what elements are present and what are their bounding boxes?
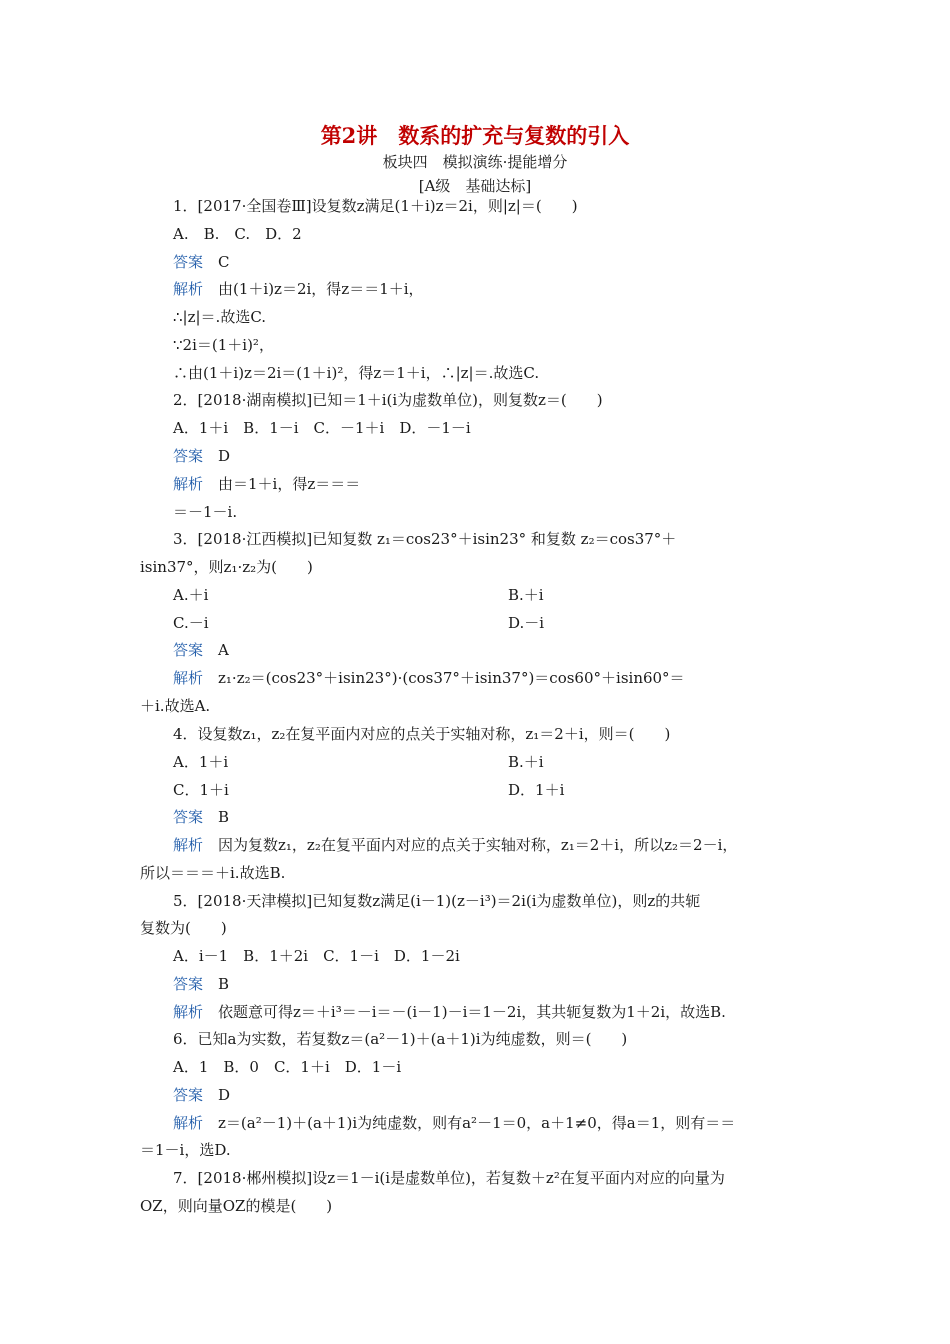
question-2-answer	[173, 446, 812, 466]
question-6-analysis	[173, 1113, 812, 1133]
analysis-line: 所以＝＝＝＋i.故选B.	[140, 864, 286, 882]
analysis-label: 解析	[173, 836, 204, 854]
question-3-options-row2	[173, 613, 812, 633]
question-3-cont: isin37°，则z₁·z₂为( )	[140, 558, 313, 576]
question-7-cont: OZ，则向量OZ的模是( )	[140, 1197, 333, 1215]
question-4-analysis	[173, 835, 812, 855]
analysis-text: 由＝1＋i，得z＝＝＝	[203, 475, 361, 493]
answer-label: 答案	[173, 808, 204, 826]
question-4-options-row2	[173, 780, 812, 800]
answer-label: 答案	[173, 447, 204, 465]
question-2: 2．[2018·湖南模拟]已知＝1＋i(i为虚数单位)，则复数z＝( )	[173, 391, 603, 409]
question-4: 4．设复数z₁，z₂在复平面内对应的点关于实轴对称，z₁＝2＋i，则＝( )	[173, 725, 671, 743]
analysis-line: ∴由(1＋i)z＝2i＝(1＋i)²，得z＝1＋i，∴|z|＝.故选C.	[173, 364, 540, 382]
answer-value: D	[203, 447, 231, 465]
level-heading: [A级 基础达标]	[418, 177, 532, 195]
question-5-options: A．i－1 B．1＋2i C．1－i D．1－2i	[173, 947, 460, 965]
question-3: 3．[2018·江西模拟]已知复数 z₁＝cos23°＋isin23° 和复数 z₂＝cos37°＋	[173, 530, 677, 548]
question-4-answer	[173, 807, 812, 827]
question-5-answer	[173, 974, 812, 994]
analysis-line: ∵2i＝(1＋i)²，	[173, 336, 274, 354]
option-a: A．1＋i	[173, 753, 229, 771]
option-a: A.＋i	[173, 586, 209, 604]
question-6-answer	[173, 1085, 812, 1105]
question-3-analysis	[173, 668, 812, 688]
question-1: 1．[2017·全国卷Ⅲ]设复数z满足(1＋i)z＝2i，则|z|＝( )	[173, 197, 578, 215]
analysis-text: z₁·z₂＝(cos23°＋isin23°)·(cos37°＋isin37°)＝cos60°＋isin60°＝	[203, 669, 685, 687]
option-b: B.＋i	[508, 753, 544, 771]
answer-label: 答案	[173, 1086, 204, 1104]
option-c: C.－i	[173, 614, 209, 632]
answer-value: A	[203, 641, 229, 659]
option-c: C．1＋i	[173, 781, 229, 799]
question-6: 6．已知a为实数，若复数z＝(a²－1)＋(a＋1)i为纯虚数，则＝( )	[173, 1030, 628, 1048]
analysis-line: ＝1－i，选D.	[140, 1141, 231, 1159]
answer-label: 答案	[173, 253, 204, 271]
question-4-options-row1	[173, 752, 812, 772]
question-3-options-row1	[173, 585, 812, 605]
analysis-text: z＝(a²－1)＋(a＋1)i为纯虚数，则有a²－1＝0，a＋1≠0，得a＝1，则有＝＝	[203, 1114, 736, 1132]
analysis-line: ∴|z|＝.故选C.	[173, 308, 267, 326]
option-d: D.－i	[508, 614, 545, 632]
answer-value: B	[203, 975, 230, 993]
analysis-text: 因为复数z₁，z₂在复平面内对应的点关于实轴对称，z₁＝2＋i，所以z₂＝2－i，	[203, 836, 738, 854]
answer-label: 答案	[173, 975, 204, 993]
analysis-line: ＝－1－i.	[173, 503, 238, 521]
question-5-analysis	[173, 1002, 812, 1022]
page-title: 第2讲 数系的扩充与复数的引入	[320, 123, 630, 148]
question-7: 7．[2018·郴州模拟]设z＝1－i(i是虚数单位)，若复数＋z²在复平面内对应的向量为	[173, 1169, 725, 1187]
analysis-label: 解析	[173, 1003, 204, 1021]
question-1-answer	[173, 252, 812, 272]
answer-label: 答案	[173, 641, 204, 659]
question-2-options: A．1＋i B．1－i C．－1＋i D．－1－i	[173, 419, 471, 437]
analysis-label: 解析	[173, 475, 204, 493]
question-5: 5．[2018·天津模拟]已知复数z满足(i－1)(z－i³)＝2i(i为虚数单位)，则z的共轭	[173, 892, 701, 910]
question-5-cont: 复数为( )	[140, 919, 227, 937]
answer-value: C	[203, 253, 230, 271]
question-6-options: A．1 B．0 C．1＋i D．1－i	[173, 1058, 402, 1076]
answer-value: D	[203, 1086, 231, 1104]
option-b: B.＋i	[508, 586, 544, 604]
section-subtitle: 板块四 模拟演练·提能增分	[382, 153, 568, 171]
analysis-label: 解析	[173, 280, 204, 298]
answer-value: B	[203, 808, 230, 826]
option-d: D．1＋i	[508, 781, 565, 799]
analysis-line: ＋i.故选A.	[140, 697, 211, 715]
analysis-label: 解析	[173, 1114, 204, 1132]
question-1-analysis	[173, 279, 812, 299]
analysis-text: 由(1＋i)z＝2i，得z＝＝1＋i，	[203, 280, 424, 298]
question-2-analysis	[173, 474, 812, 494]
question-1-options: A. B. C. D．2	[173, 225, 302, 243]
question-3-answer	[173, 640, 812, 660]
analysis-text: 依题意可得z＝＋i³＝－i＝－(i－1)－i＝1－2i，其共轭复数为1＋2i，故选B.	[203, 1003, 726, 1021]
analysis-label: 解析	[173, 669, 204, 687]
